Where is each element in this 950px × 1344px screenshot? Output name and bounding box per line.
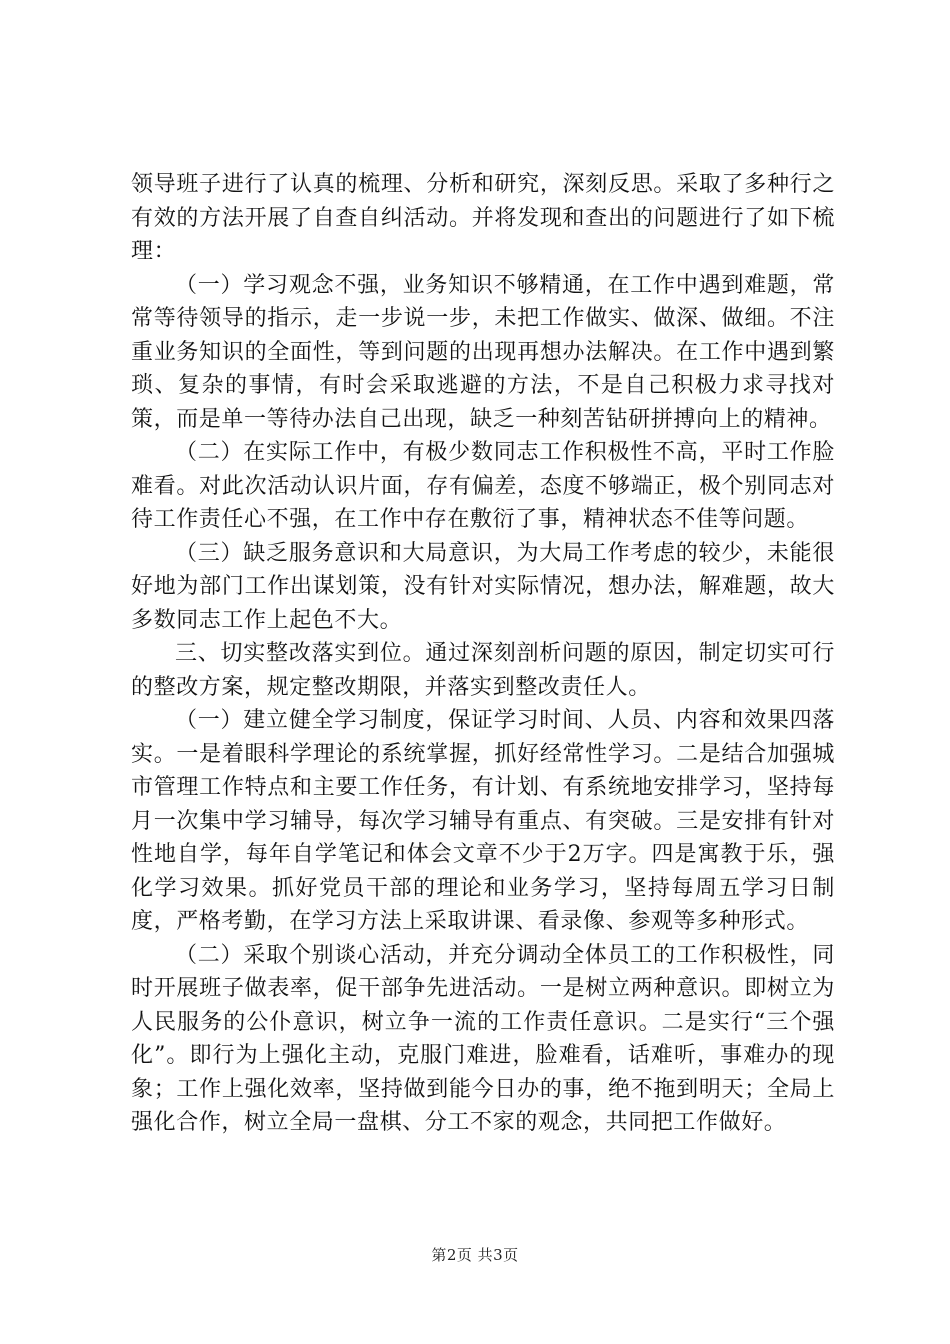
paragraph-measure-2: （二）采取个别谈心活动，并充分调动全体员工的工作积极性，同时开展班子做表率，促干部争先进活动。一是树立两种意识。即树立为人民服务的公仆意识，树立争一流的工作责任意识。二是实行“三个强化”。即行为上强化主动，克服门难进，脸难看，话难听，事难办的现象；工作上强化效率，坚持做到能今日办的事，绝不拖到明天；全局上强化合作，树立全局一盘棋、分工不家的观念，共同把工作做好。 [131,942,835,1135]
paragraph-section-3-heading: 三、切实整改落实到位。通过深刻剖析问题的原因，制定切实可行的整改方案，规定整改期限，并落实到整改责任人。 [131,641,835,700]
paragraph-problem-1: （一）学习观念不强，业务知识不够精通，在工作中遇到难题，常常等待领导的指示，走一步说一步，未把工作做实、做深、做细。不注重业务知识的全面性，等到问题的出现再想办法解决。在工作中遇到繁琐、复杂的事情，有时会采取逃避的方法，不是自己积极力求寻找对策，而是单一等待办法自己出现，缺乏一种刻苦钻研拼搏向上的精神。 [131,272,835,432]
paragraph-problem-3: （三）缺乏服务意识和大局意识，为大局工作考虑的较少，未能很好地为部门工作出谋划策，没有针对实际情况，想办法，解难题，故大多数同志工作上起色不大。 [131,540,835,633]
paragraph-measure-1: （一）建立健全学习制度，保证学习时间、人员、内容和效果四落实。一是着眼科学理论的系统掌握，抓好经常性学习。二是结合加强城市管理工作特点和主要工作任务，有计划、有系统地安排学习，坚持每月一次集中学习辅导，每次学习辅导有重点、有突破。三是安排有针对性地自学，每年自学笔记和体会文章不少于2万字。四是寓教于乐，强化学习效果。抓好党员干部的理论和业务学习，坚持每周五学习日制度，严格考勤，在学习方法上采取讲课、看录像、参观等多种形式。 [131,708,835,934]
paragraph-problem-2: （二）在实际工作中，有极少数同志工作积极性不高，平时工作脸难看。对此次活动认识片面，存有偏差，态度不够端正，极个别同志对待工作责任心不强，在工作中存在敷衍了事，精神状态不佳等问题。 [131,440,835,532]
document-body [131,168,835,1140]
page-number-footer: 第2页 共3页 [431,1246,519,1264]
paragraph-intro: 领导班子进行了认真的梳理、分析和研究，深刻反思。采取了多种行之有效的方法开展了自查自纠活动。并将发现和查出的问题进行了如下梳理： [131,172,835,264]
